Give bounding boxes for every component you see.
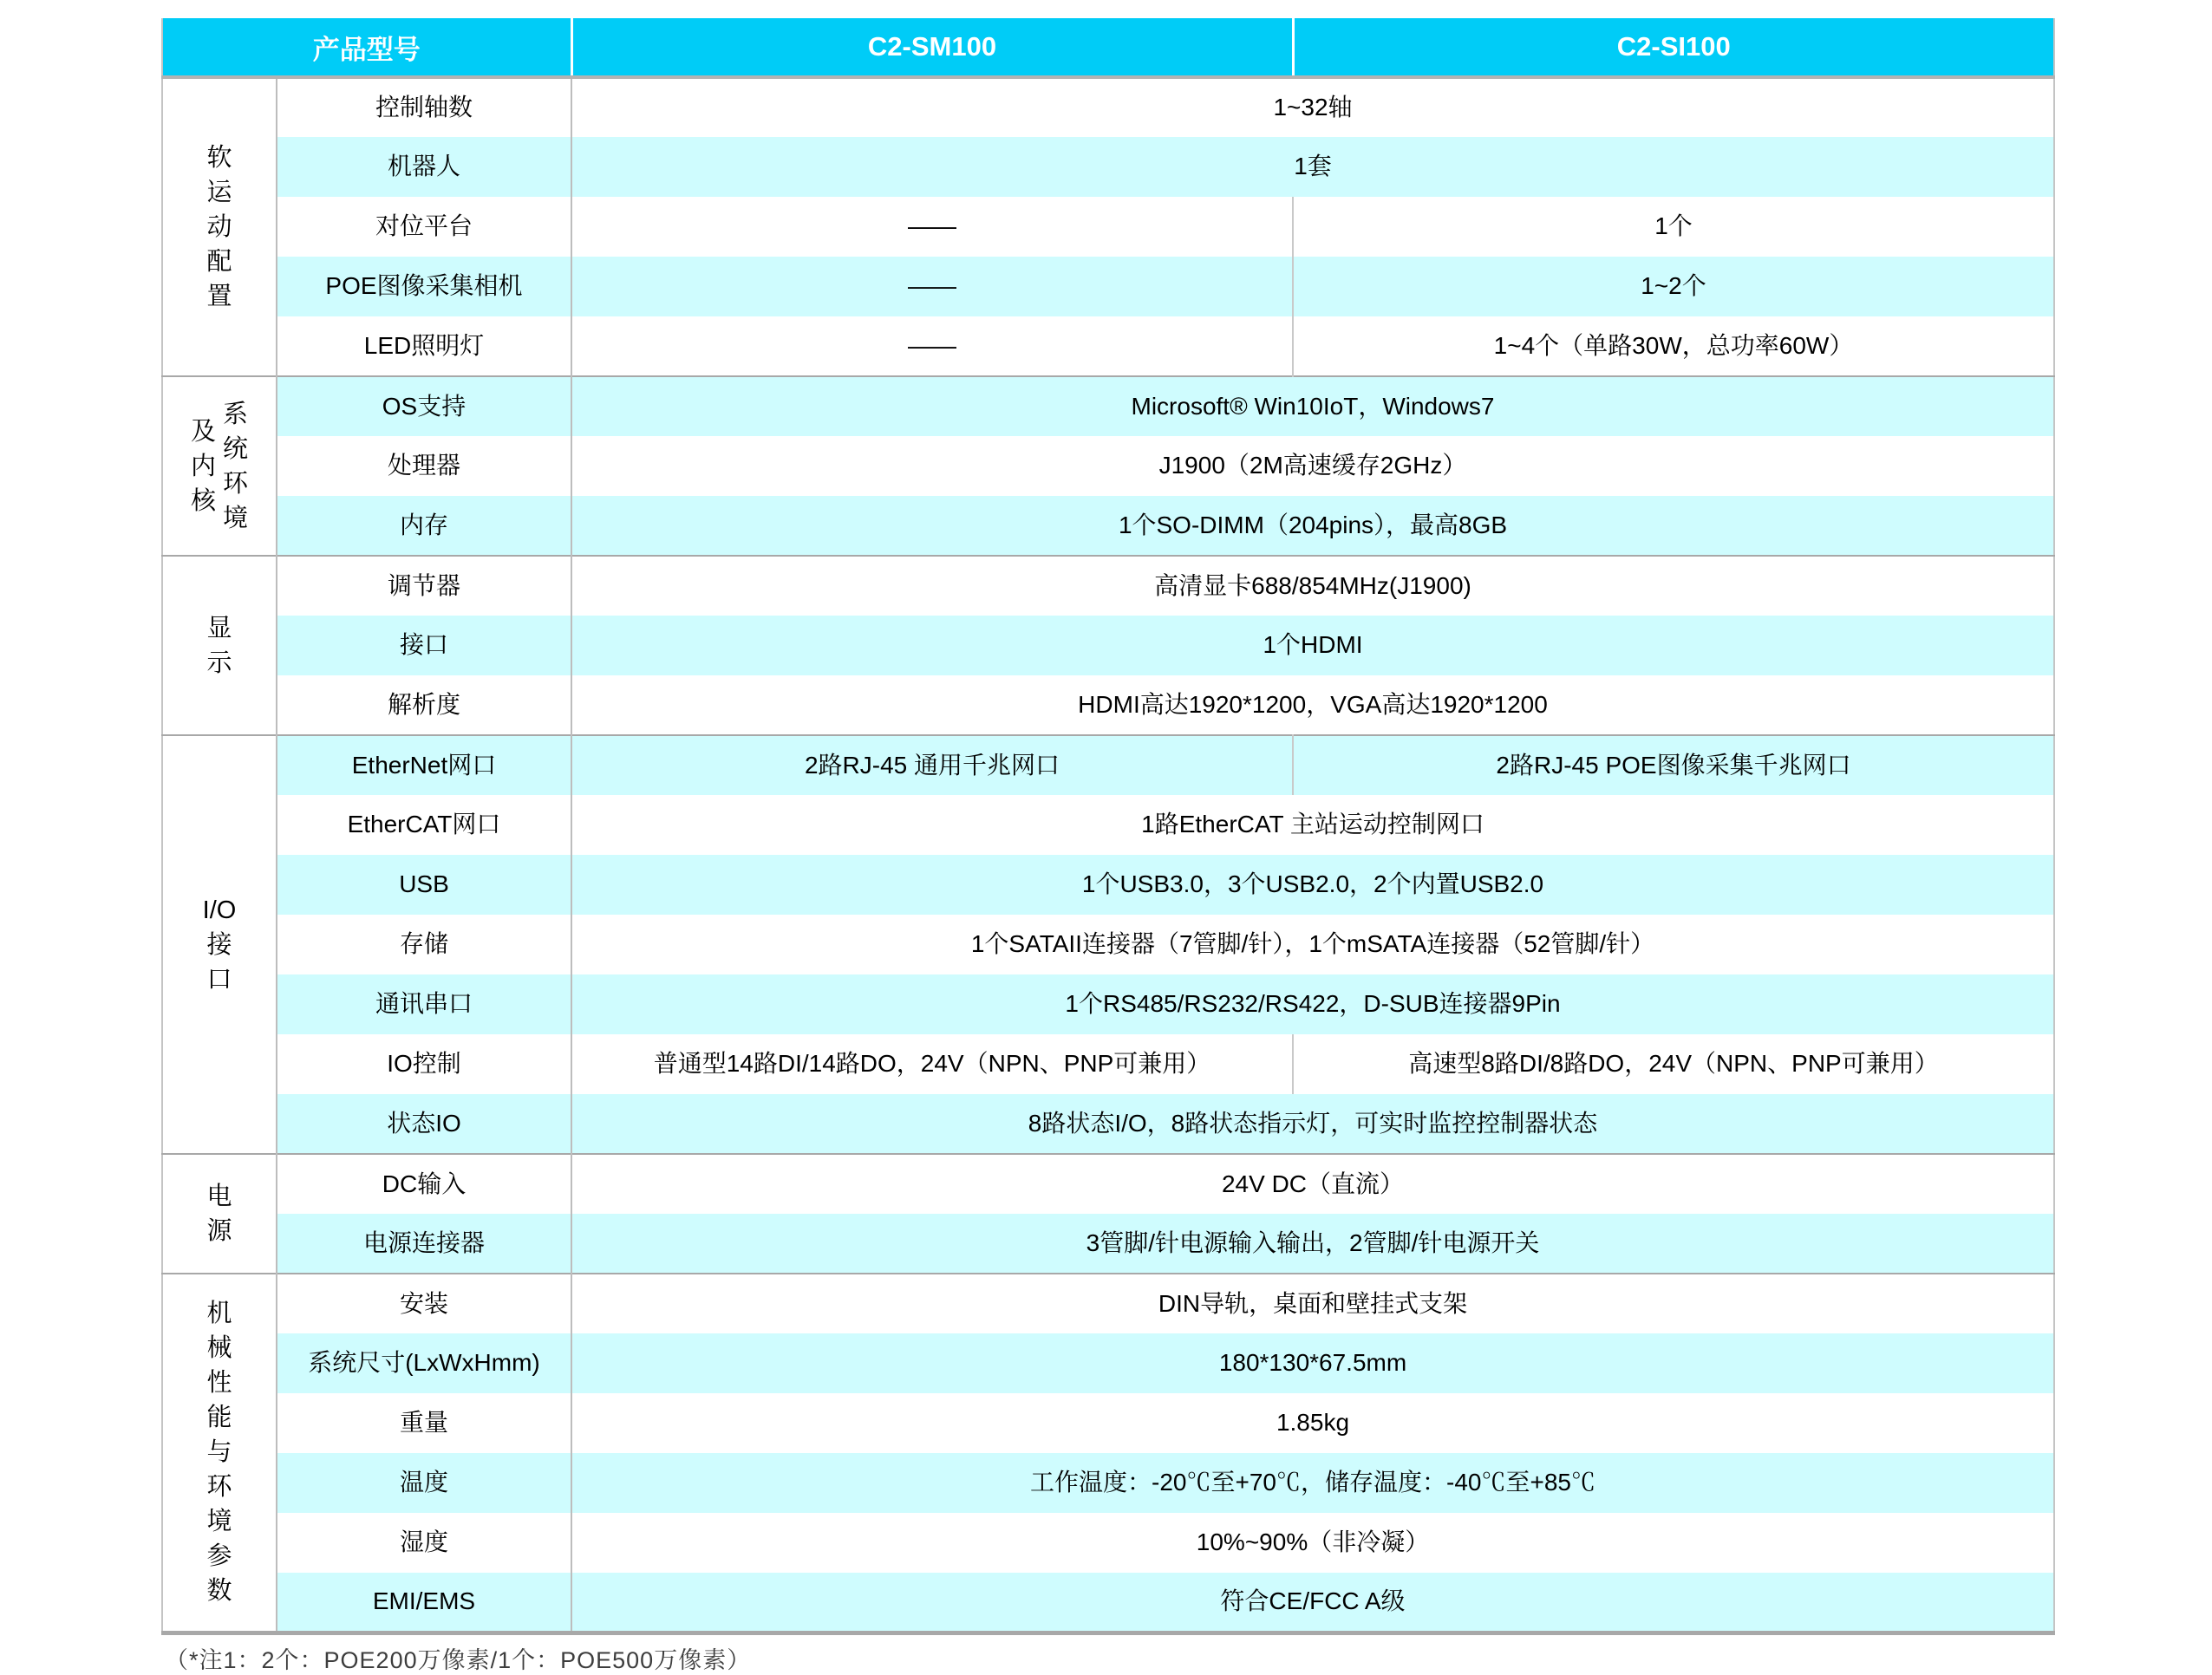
group-label	[163, 893, 276, 997]
value-merged: 1个SO-DIMM（204pins），最高8GB	[571, 496, 2054, 556]
group-label-char: 核	[190, 486, 216, 515]
row-label: 对位平台	[277, 197, 571, 257]
group-label-char: 系	[223, 400, 249, 428]
group-label-char: 示	[206, 648, 232, 677]
spec-row	[162, 1393, 2054, 1453]
value-merged: HDMI高达1920*1200，VGA高达1920*1200	[571, 675, 2054, 735]
spec-row	[162, 1333, 2054, 1393]
spec-row	[162, 735, 2054, 795]
spec-row	[162, 316, 2054, 376]
spec-table-wrap	[161, 18, 2053, 1635]
row-label: LED照明灯	[277, 316, 571, 376]
spec-row	[162, 436, 2054, 496]
spec-row	[162, 915, 2054, 974]
value-merged: Microsoft® Win10IoT，Windows7	[571, 376, 2054, 436]
group-label-column	[206, 1296, 232, 1608]
group-label-column	[191, 414, 216, 518]
value-si100: 1~4个（单路30W，总功率60W）	[1293, 316, 2054, 376]
group-label-char: 置	[206, 283, 232, 310]
value-merged: 1个RS485/RS232/RS422，D-SUB连接器9Pin	[571, 974, 2054, 1034]
group-label-char: 能	[206, 1404, 232, 1432]
group-label-char: 参	[206, 1542, 232, 1571]
group-label-cell	[162, 556, 277, 735]
group-label-char: 动	[206, 213, 232, 241]
value-merged: 1套	[571, 137, 2054, 197]
group-label-char: 统	[223, 434, 249, 463]
group-label-char: 配	[206, 248, 232, 276]
group-label-cell	[162, 1274, 277, 1633]
value-si100: 1个	[1293, 197, 2054, 257]
spec-row	[162, 1094, 2054, 1154]
spec-row	[162, 1274, 2054, 1333]
value-merged: 符合CE/FCC A级	[571, 1573, 2054, 1633]
group-label-char: 电	[206, 1183, 232, 1210]
group-label	[163, 140, 276, 314]
group-label-char: 环	[223, 469, 249, 498]
group-label	[163, 397, 276, 536]
row-label: 存储	[277, 915, 571, 974]
value-merged: 1路EtherCAT 主站运动控制网口	[571, 795, 2054, 855]
spec-row	[162, 376, 2054, 436]
spec-row	[162, 257, 2054, 316]
row-label: 通讯串口	[277, 974, 571, 1034]
value-sm100: ——	[571, 316, 1293, 376]
group-label-char: 境	[206, 1508, 232, 1536]
value-sm100: ——	[571, 197, 1293, 257]
spec-row	[162, 855, 2054, 915]
group-label-char: 内	[190, 452, 216, 480]
value-merged: DIN导轨，桌面和壁挂式支架	[571, 1274, 2054, 1333]
group-label-cell	[162, 1154, 277, 1274]
spec-row	[162, 197, 2054, 257]
group-label-char: 运	[206, 179, 232, 206]
row-label: 系统尺寸(LxWxHmm)	[277, 1333, 571, 1393]
group-label-char: 及	[190, 417, 216, 446]
value-merged: 10%~90%（非冷凝）	[571, 1513, 2054, 1573]
row-label: 内存	[277, 496, 571, 556]
value-si100: 1~2个	[1293, 257, 2054, 316]
value-merged: 1个SATAII连接器（7管脚/针），1个mSATA连接器（52管脚/针）	[571, 915, 2054, 974]
value-merged: 1个HDMI	[571, 616, 2054, 675]
group-label-char: I/O	[202, 896, 237, 924]
group-label-column	[206, 611, 232, 681]
spec-table	[161, 18, 2055, 1635]
spec-row	[162, 795, 2054, 855]
footnote: （*注1：2个：POE200万像素/1个：POE500万像素）	[165, 1647, 752, 1673]
row-label: POE图像采集相机	[277, 257, 571, 316]
group-label-char: 械	[206, 1334, 232, 1363]
row-label: EMI/EMS	[277, 1573, 571, 1633]
row-label: 调节器	[277, 556, 571, 616]
group-label-char: 源	[206, 1217, 232, 1245]
value-merged: 1~32轴	[571, 77, 2054, 137]
row-label: 处理器	[277, 436, 571, 496]
group-label-char: 显	[206, 614, 232, 642]
group-label-char: 性	[206, 1369, 232, 1398]
row-label: 电源连接器	[277, 1214, 571, 1274]
group-label-char: 口	[206, 965, 232, 994]
row-label: USB	[277, 855, 571, 915]
spec-row	[162, 1453, 2054, 1513]
group-label-cell	[162, 735, 277, 1154]
row-label: 重量	[277, 1393, 571, 1453]
header-model-sm100: C2-SM100	[571, 18, 1293, 77]
group-label-char: 环	[206, 1473, 232, 1502]
row-label: DC输入	[277, 1154, 571, 1214]
value-merged: 工作温度：-20℃至+70℃，储存温度：-40℃至+85℃	[571, 1453, 2054, 1513]
value-si100: 高速型8路DI/8路DO，24V（NPN、PNP可兼用）	[1293, 1034, 2054, 1094]
group-label	[163, 1179, 276, 1248]
row-label: 状态IO	[277, 1094, 571, 1154]
spec-table-body	[162, 77, 2054, 1633]
group-label-char: 数	[206, 1577, 232, 1606]
header-product-model: 产品型号	[162, 18, 571, 77]
value-merged: 高清显卡688/854MHz(J1900)	[571, 556, 2054, 616]
spec-row	[162, 77, 2054, 137]
spec-row	[162, 1573, 2054, 1633]
spec-row	[162, 556, 2054, 616]
spec-row	[162, 675, 2054, 735]
spec-row	[162, 616, 2054, 675]
value-merged: 180*130*67.5mm	[571, 1333, 2054, 1393]
row-label: 接口	[277, 616, 571, 675]
value-merged: 8路状态I/O，8路状态指示灯，可实时监控控制器状态	[571, 1094, 2054, 1154]
value-sm100: ——	[571, 257, 1293, 316]
spec-row	[162, 1034, 2054, 1094]
spec-row	[162, 1513, 2054, 1573]
row-label: 机器人	[277, 137, 571, 197]
row-label: EtherCAT网口	[277, 795, 571, 855]
spec-table-header	[162, 18, 2054, 77]
row-label: EtherNet网口	[277, 735, 571, 795]
value-si100: 2路RJ-45 POE图像采集千兆网口	[1293, 735, 2054, 795]
spec-row	[162, 137, 2054, 197]
group-label	[163, 611, 276, 681]
spec-row	[162, 974, 2054, 1034]
row-label: OS支持	[277, 376, 571, 436]
group-label-column	[223, 397, 248, 536]
group-label-column	[206, 140, 232, 314]
value-sm100: 普通型14路DI/14路DO，24V（NPN、PNP可兼用）	[571, 1034, 1293, 1094]
group-label-char: 境	[223, 504, 249, 532]
row-label: 温度	[277, 1453, 571, 1513]
group-label	[163, 1296, 276, 1608]
row-label: 湿度	[277, 1513, 571, 1573]
spec-row	[162, 1154, 2054, 1214]
row-label: 安装	[277, 1274, 571, 1333]
value-merged: 3管脚/针电源输入输出，2管脚/针电源开关	[571, 1214, 2054, 1274]
group-label-cell	[162, 77, 277, 376]
value-merged: 24V DC（直流）	[571, 1154, 2054, 1214]
value-merged: 1个USB3.0，3个USB2.0，2个内置USB2.0	[571, 855, 2054, 915]
row-label: 解析度	[277, 675, 571, 735]
group-label-char: 软	[206, 144, 232, 172]
group-label-char: 与	[206, 1438, 232, 1467]
spec-row	[162, 496, 2054, 556]
value-sm100: 2路RJ-45 通用千兆网口	[571, 735, 1293, 795]
group-label-column	[206, 1179, 232, 1248]
value-merged: J1900（2M高速缓存2GHz）	[571, 436, 2054, 496]
header-model-si100: C2-SI100	[1293, 18, 2054, 77]
header-row	[162, 18, 2054, 77]
spec-row	[162, 1214, 2054, 1274]
group-label-column	[203, 893, 237, 997]
value-merged: 1.85kg	[571, 1393, 2054, 1453]
group-label-cell	[162, 376, 277, 556]
row-label: IO控制	[277, 1034, 571, 1094]
row-label: 控制轴数	[277, 77, 571, 137]
group-label-char: 接	[206, 930, 232, 959]
group-label-char: 机	[206, 1300, 232, 1328]
